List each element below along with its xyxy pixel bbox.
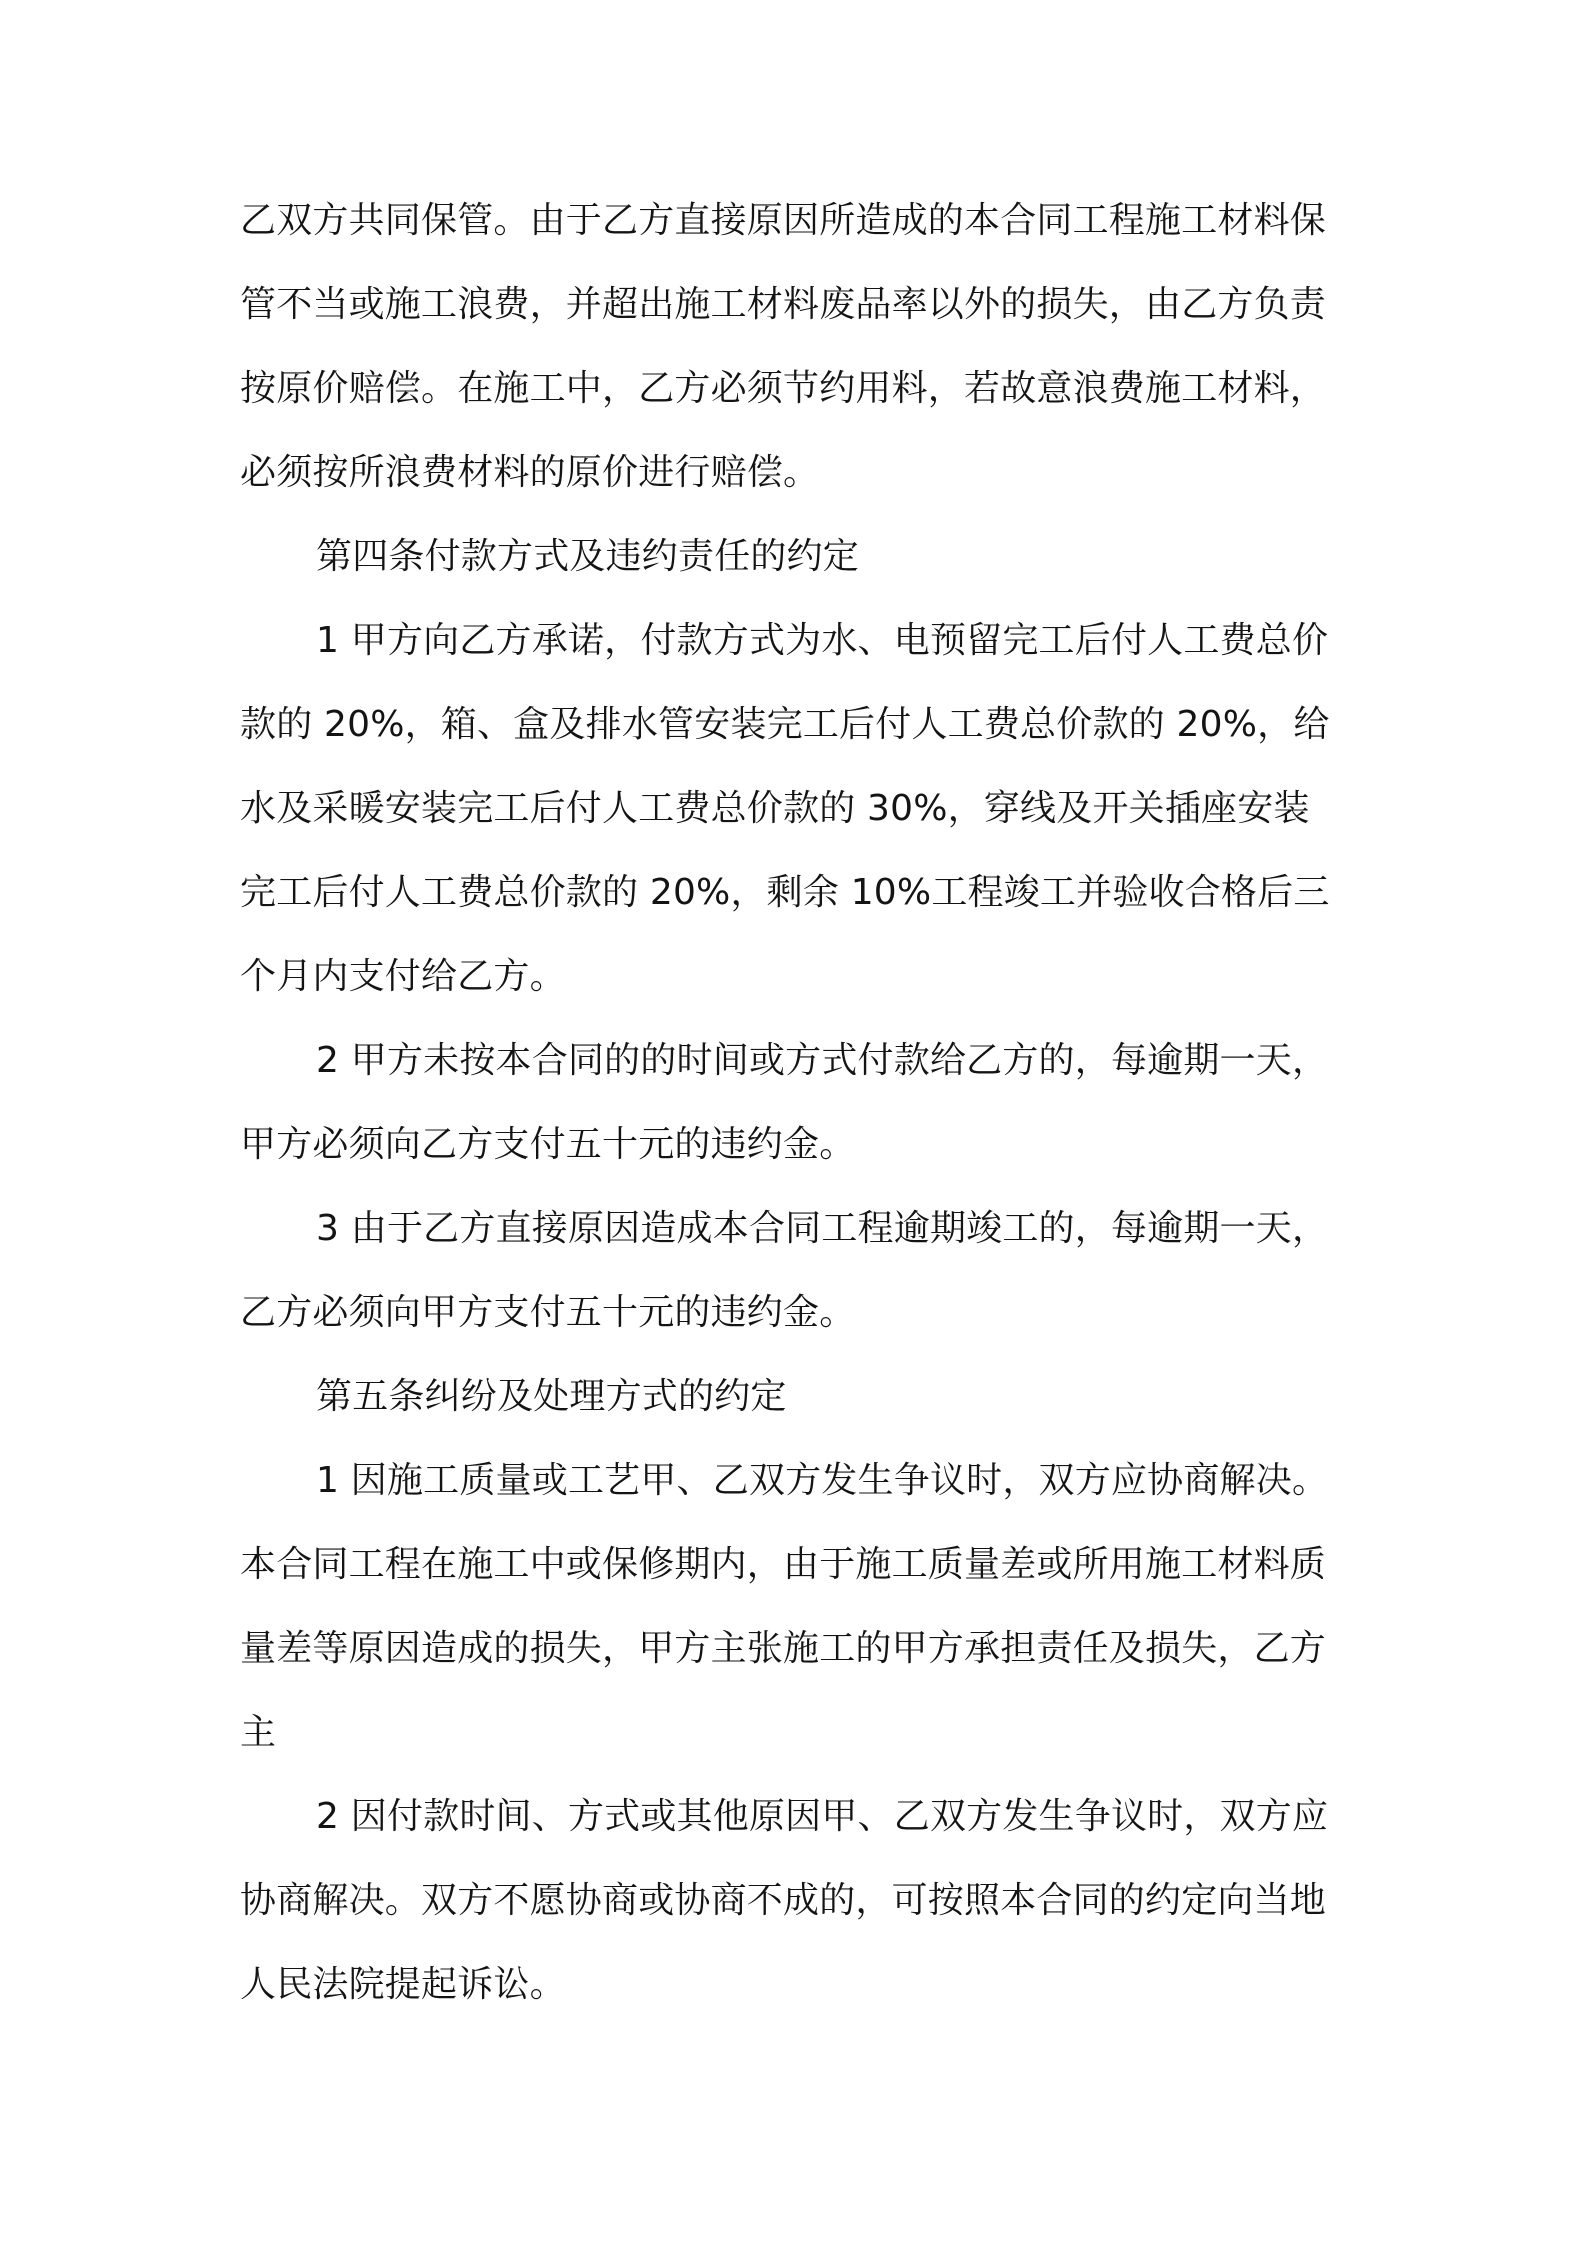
text-line: 2 因付款时间、方式或其他原因甲、乙双方发生争议时，双方应	[316, 1796, 1329, 1837]
text-line: 款的 20%，箱、盒及排水管安装完工后付人工费总价款的 20%，给	[240, 704, 1330, 745]
text-line: 人民法院提起诉讼。	[240, 1964, 566, 2005]
text-line: 个月内支付给乙方。	[240, 956, 566, 997]
text-line: 主	[240, 1712, 277, 1753]
section-heading-4: 第四条付款方式及违约责任的约定	[316, 536, 860, 577]
text-line: 甲方必须向乙方支付五十元的违约金。	[240, 1124, 856, 1165]
text-line: 1 甲方向乙方承诺，付款方式为水、电预留完工后付人工费总价	[316, 620, 1329, 661]
text-line: 管不当或施工浪费，并超出施工材料废品率以外的损失，由乙方负责	[240, 284, 1327, 325]
text-line: 乙双方共同保管。由于乙方直接原因所造成的本合同工程施工材料保	[240, 200, 1327, 241]
text-line: 完工后付人工费总价款的 20%，剩余 10%工程竣工并验收合格后三	[240, 872, 1330, 913]
text-line: 本合同工程在施工中或保修期内，由于施工质量差或所用施工材料质	[240, 1544, 1327, 1585]
text-line: 2 甲方未按本合同的的时间或方式付款给乙方的，每逾期一天，	[316, 1040, 1329, 1081]
text-line: 1 因施工质量或工艺甲、乙双方发生争议时，双方应协商解决。	[316, 1460, 1329, 1501]
text-line: 量差等原因造成的损失，甲方主张施工的甲方承担责任及损失，乙方	[240, 1628, 1327, 1669]
text-line: 3 由于乙方直接原因造成本合同工程逾期竣工的，每逾期一天，	[316, 1208, 1329, 1249]
text-line: 按原价赔偿。在施工中，乙方必须节约用料，若故意浪费施工材料，	[240, 368, 1327, 409]
text-line: 水及采暖安装完工后付人工费总价款的 30%，穿线及开关插座安装	[240, 788, 1310, 829]
text-line: 乙方必须向甲方支付五十元的违约金。	[240, 1292, 856, 1333]
section-heading-5: 第五条纠纷及处理方式的约定	[316, 1376, 787, 1417]
text-line: 协商解决。双方不愿协商或协商不成的，可按照本合同的约定向当地	[240, 1880, 1327, 1921]
text-line: 必须按所浪费材料的原价进行赔偿。	[240, 452, 820, 493]
